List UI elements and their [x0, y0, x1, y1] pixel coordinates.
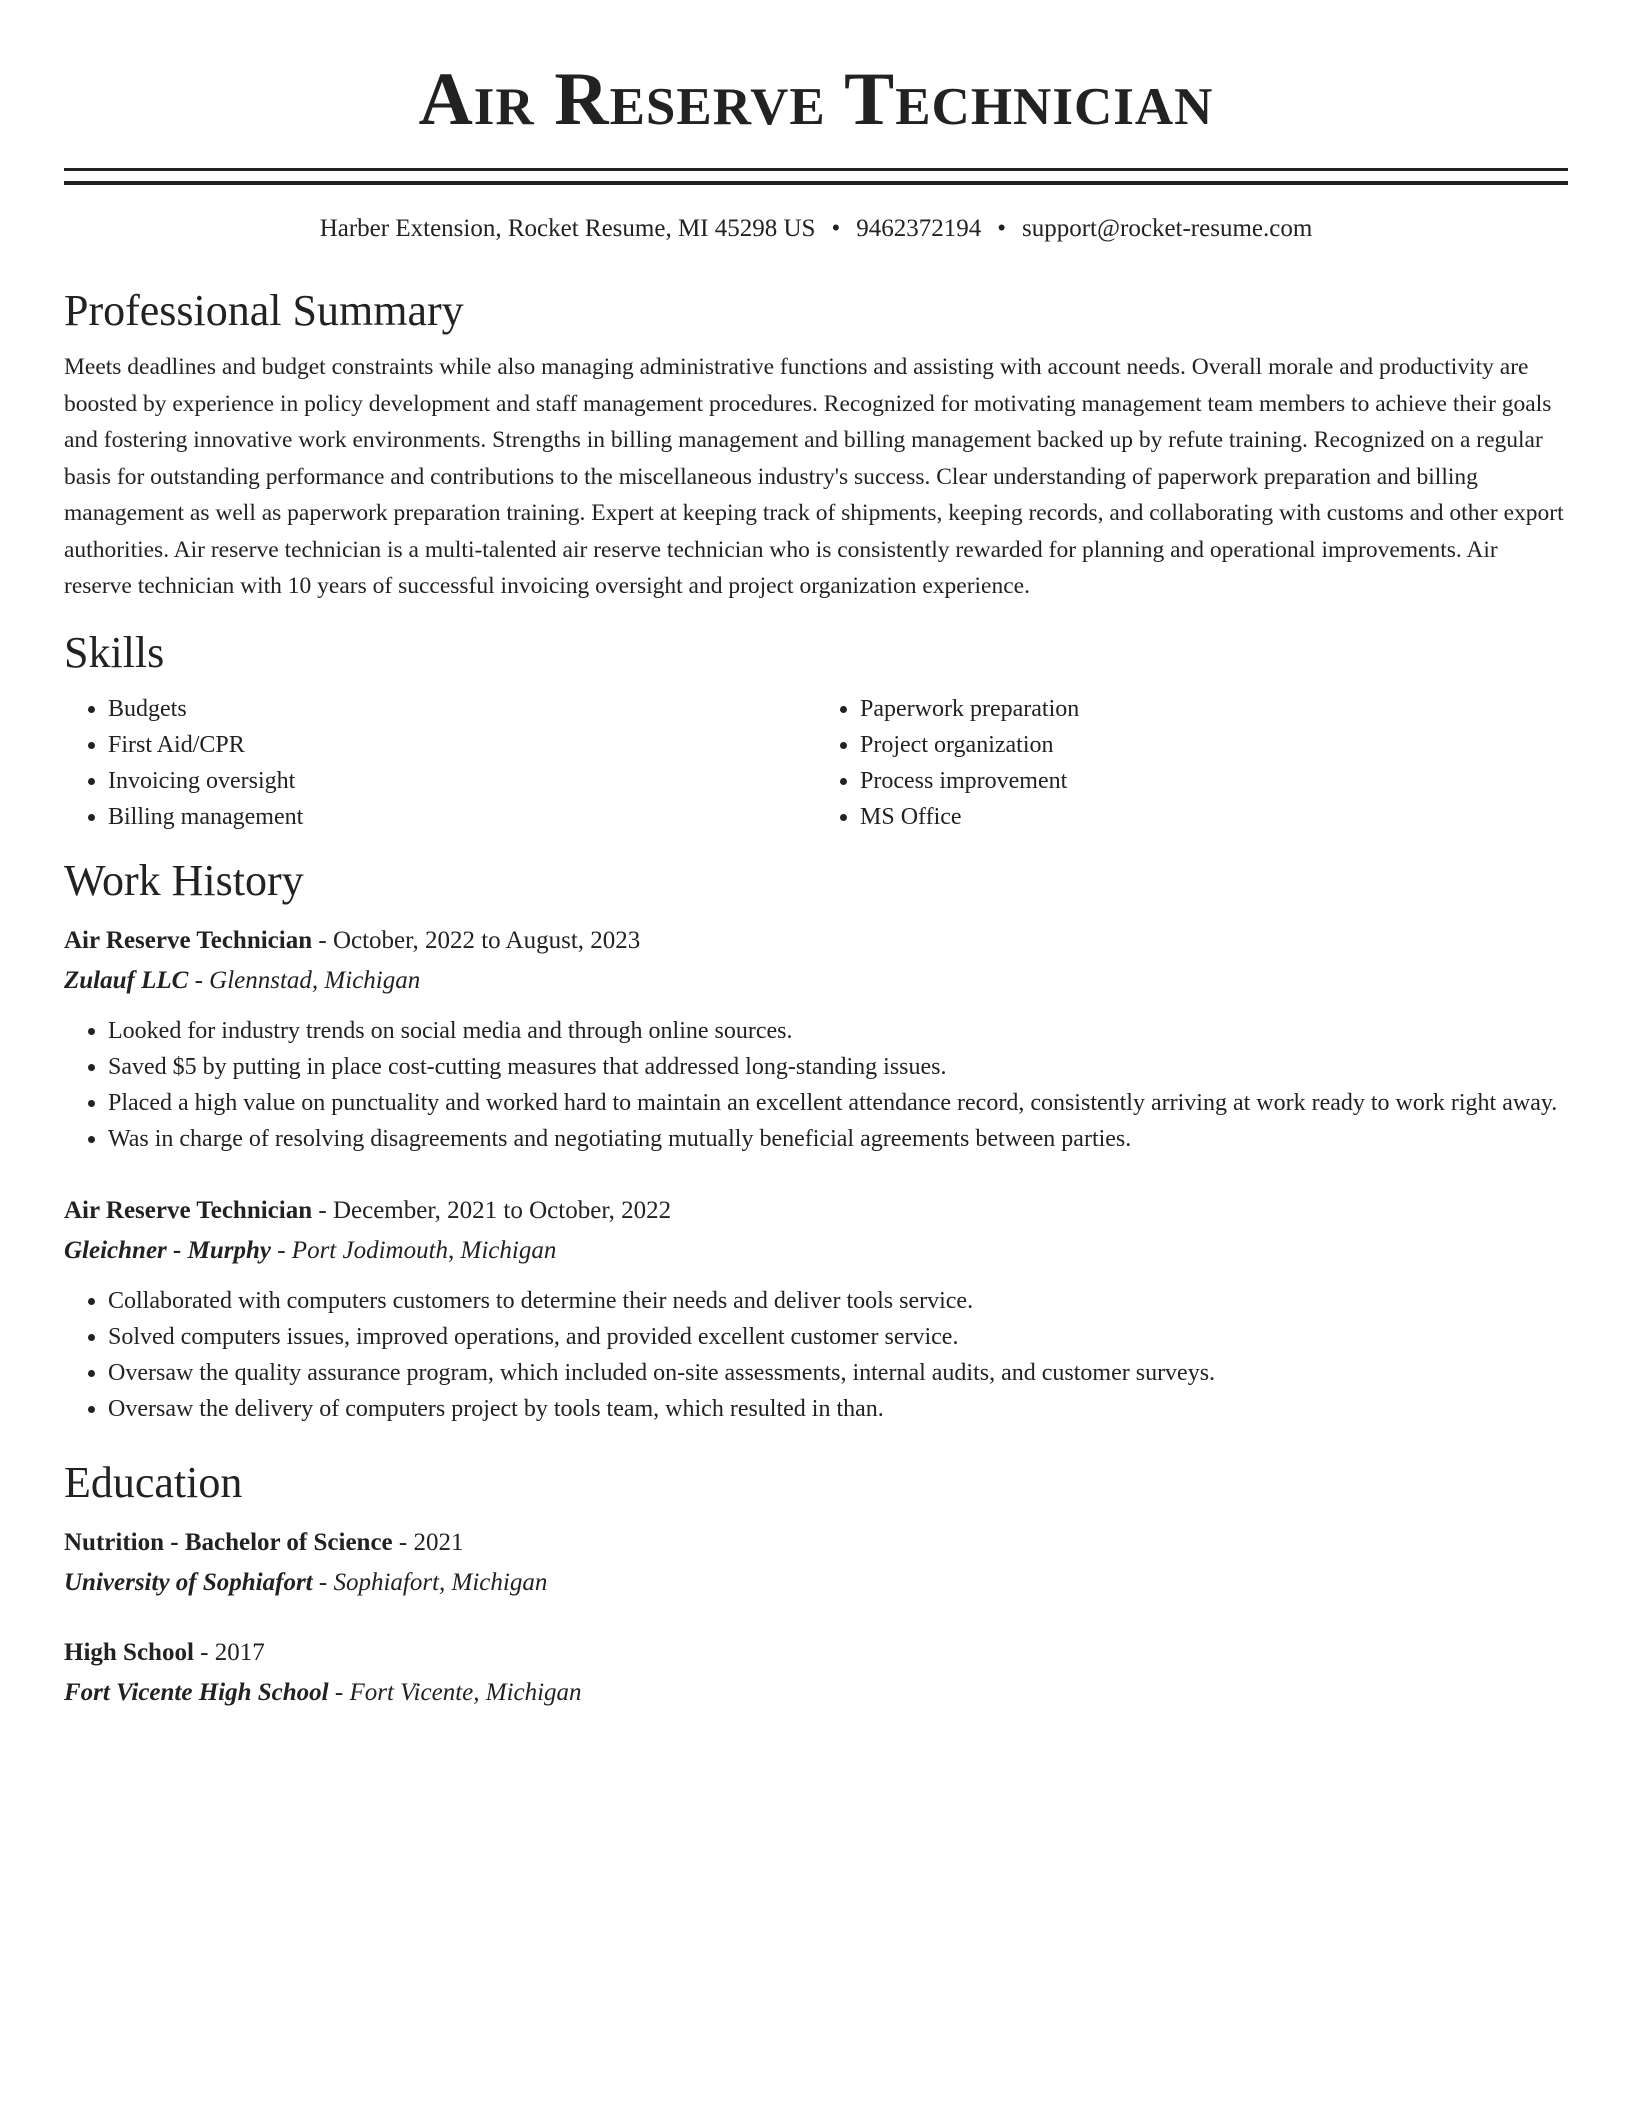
- job-location: - Port Jodimouth, Michigan: [270, 1236, 557, 1264]
- skill-item: • Billing management: [108, 799, 816, 835]
- job-bullet: • Collaborated with computers customers to determine their needs and deliver tools service.: [108, 1283, 1568, 1319]
- education-school-line: [64, 1675, 1568, 1711]
- job-title-line: [64, 923, 1568, 959]
- skills-heading: Skills: [64, 627, 165, 677]
- job-company: Zulauf LLC: [64, 966, 189, 994]
- skill-item: • Budgets: [108, 691, 816, 727]
- summary-text: Meets deadlines and budget constraints while also managing administrative functions and assisting with account needs. Overall morale and productivity are boosted by experience in policy development and staff management procedures. Recognized for motivating management team members to achieve their goals and fostering innovative work environments. Strengths in billing management and billing management backed up by refute training. Recognized on a regular basis for outstanding performance and contributions to the miscellaneous industry's success. Clear understanding of paperwork preparation and billing management as well as paperwork preparation training. Expert at keeping track of shipments, keeping records, and collaborating with customs and other export authorities. Air reserve technician is a multi-talented air reserve technician who is consistently rewarded for planning and operational improvements. Air reserve technician with 10 years of successful invoicing oversight and project organization experience.: [64, 354, 1564, 599]
- skill-item: • MS Office: [860, 799, 1568, 835]
- job-role: Air Reserve Technician: [64, 1196, 313, 1224]
- job-company: Gleichner - Murphy: [64, 1236, 271, 1264]
- contact-phone: 9462372194: [856, 215, 982, 242]
- job-entry: [64, 1193, 1568, 1427]
- education-entry: [64, 1525, 1568, 1601]
- job-bullet: • Oversaw the delivery of computers project by tools team, which resulted in than.: [108, 1391, 1568, 1427]
- skill-item: • Project organization: [860, 727, 1568, 763]
- resume-name: Air Reserve Technician: [418, 58, 1214, 141]
- job-bullet: • Placed a high value on punctuality and worked hard to maintain an excellent attendance record, consistently arriving at work ready to work right away.: [108, 1085, 1568, 1121]
- education-degree-line: [64, 1635, 1568, 1671]
- header-double-rule: [64, 168, 1568, 185]
- skill-item: • First Aid/CPR: [108, 727, 816, 763]
- education-school: Fort Vicente High School: [64, 1678, 329, 1706]
- job-bullet: • Oversaw the quality assurance program, which included on-site assessments, internal audits, and customer surveys.: [108, 1355, 1568, 1391]
- summary-heading: Professional Summary: [64, 286, 464, 335]
- job-bullet: • Solved computers issues, improved operations, and provided excellent customer service.: [108, 1319, 1568, 1355]
- education-entry: [64, 1635, 1568, 1711]
- education-location: - Sophiafort, Michigan: [312, 1568, 548, 1596]
- education-year: - 2021: [392, 1528, 464, 1556]
- contact-separator: •: [831, 215, 841, 242]
- contact-line: [64, 213, 1568, 245]
- job-bullets: [64, 1013, 1568, 1157]
- job-company-line: [64, 1233, 1568, 1269]
- job-location: - Glennstad, Michigan: [188, 966, 421, 994]
- skill-item: • Process improvement: [860, 763, 1568, 799]
- job-company-line: [64, 963, 1568, 999]
- job-bullets: [64, 1283, 1568, 1427]
- job-role: Air Reserve Technician: [64, 926, 313, 954]
- skill-item: • Paperwork preparation: [860, 691, 1568, 727]
- education-degree: High School: [64, 1638, 194, 1666]
- contact-email: support@rocket-resume.com: [1022, 215, 1313, 242]
- education-degree: Nutrition - Bachelor of Science: [64, 1528, 393, 1556]
- skill-item: • Invoicing oversight: [108, 763, 816, 799]
- skills-column-right: [816, 691, 1568, 835]
- education-location: - Fort Vicente, Michigan: [328, 1678, 582, 1706]
- education-school: University of Sophiafort: [64, 1568, 313, 1596]
- job-bullet: • Was in charge of resolving disagreements and negotiating mutually beneficial agreements between parties.: [108, 1121, 1568, 1157]
- job-entry: [64, 923, 1568, 1157]
- job-dates: - October, 2022 to August, 2023: [312, 926, 641, 954]
- job-bullet: • Saved $5 by putting in place cost-cutting measures that addressed long-standing issues.: [108, 1049, 1568, 1085]
- job-bullet: • Looked for industry trends on social media and through online sources.: [108, 1013, 1568, 1049]
- job-title-line: [64, 1193, 1568, 1229]
- job-dates: - December, 2021 to October, 2022: [312, 1196, 672, 1224]
- education-school-line: [64, 1565, 1568, 1601]
- education-heading: Education: [64, 1457, 243, 1507]
- education-year: - 2017: [193, 1638, 265, 1666]
- contact-address: Harber Extension, Rocket Resume, MI 45298 US: [319, 215, 816, 242]
- education-degree-line: [64, 1525, 1568, 1561]
- work-history-heading: Work History: [64, 855, 304, 905]
- skills-column-left: [64, 691, 816, 835]
- skills-list: [64, 691, 1568, 835]
- contact-separator: •: [997, 215, 1006, 242]
